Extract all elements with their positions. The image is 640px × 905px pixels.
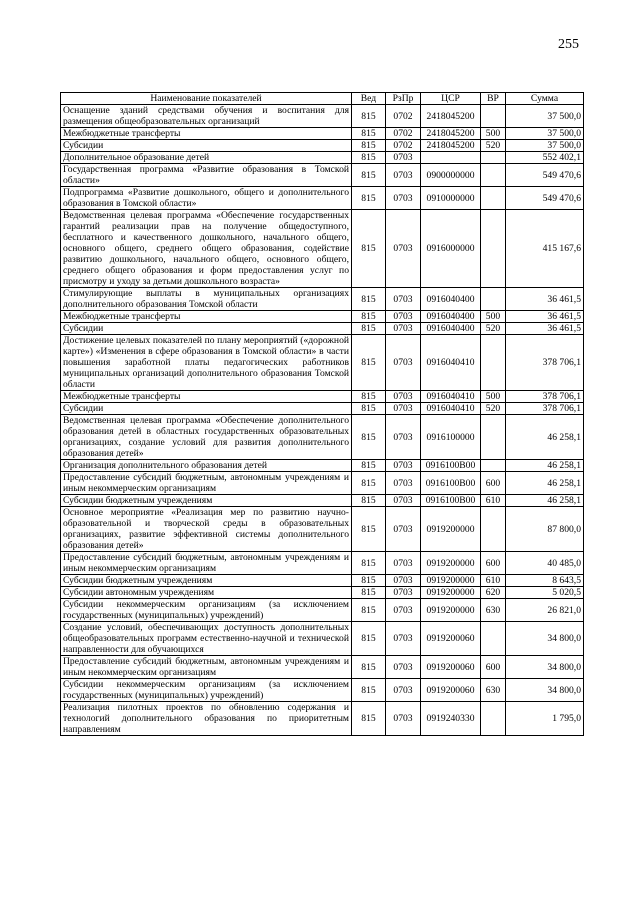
cell-ved: 815: [352, 575, 386, 587]
table-row: [61, 335, 584, 391]
cell-csr: 0916100000: [421, 415, 481, 460]
cell-csr: 0916100В00: [421, 460, 481, 472]
cell-csr: 0919200060: [421, 679, 481, 702]
cell-name: Субсидии бюджетным учреждениям: [61, 495, 352, 507]
cell-sum: 552 402,1: [506, 152, 584, 164]
cell-name: Межбюджетные трансферты: [61, 311, 352, 323]
page-number: 255: [558, 37, 579, 52]
cell-sum: 549 470,6: [506, 164, 584, 187]
cell-rzpr: 0703: [386, 495, 421, 507]
cell-sum: 415 167,6: [506, 210, 584, 288]
table-row: [61, 587, 584, 599]
cell-vr: 500: [481, 128, 506, 140]
cell-rzpr: 0703: [386, 702, 421, 736]
cell-sum: 378 706,1: [506, 403, 584, 415]
cell-vr: 630: [481, 599, 506, 622]
table-row: [61, 575, 584, 587]
header-rzpr: РзПр: [386, 93, 421, 105]
cell-sum: 46 258,1: [506, 472, 584, 495]
cell-rzpr: 0703: [386, 552, 421, 575]
cell-rzpr: 0703: [386, 164, 421, 187]
cell-vr: [481, 507, 506, 552]
header-ved: Вед: [352, 93, 386, 105]
header-csr: ЦСР: [421, 93, 481, 105]
cell-name: Субсидии: [61, 403, 352, 415]
cell-sum: 34 800,0: [506, 679, 584, 702]
cell-ved: 815: [352, 164, 386, 187]
table-row: [61, 288, 584, 311]
table-row: [61, 702, 584, 736]
cell-name: Ведомственная целевая программа «Обеспечение дополнительного образования детей в областных государственных образовательных организациях, создание условий для развития дополнительного образования детей»: [61, 415, 352, 460]
cell-rzpr: 0703: [386, 599, 421, 622]
cell-sum: 5 020,5: [506, 587, 584, 599]
header-sum: Сумма: [506, 93, 584, 105]
cell-vr: [481, 105, 506, 128]
cell-sum: 40 485,0: [506, 552, 584, 575]
cell-vr: [481, 335, 506, 391]
cell-csr: 0916040410: [421, 391, 481, 403]
cell-rzpr: 0702: [386, 105, 421, 128]
cell-csr: 0916040400: [421, 311, 481, 323]
cell-vr: [481, 187, 506, 210]
table-row: [61, 415, 584, 460]
budget-table: [60, 92, 584, 736]
cell-vr: [481, 164, 506, 187]
cell-csr: 2418045200: [421, 105, 481, 128]
cell-ved: 815: [352, 622, 386, 656]
cell-sum: 549 470,6: [506, 187, 584, 210]
cell-rzpr: 0703: [386, 152, 421, 164]
cell-ved: 815: [352, 391, 386, 403]
cell-rzpr: 0703: [386, 288, 421, 311]
cell-csr: 0916040410: [421, 335, 481, 391]
cell-vr: 600: [481, 472, 506, 495]
cell-vr: [481, 702, 506, 736]
cell-rzpr: 0703: [386, 622, 421, 656]
cell-vr: 630: [481, 679, 506, 702]
cell-csr: 0916040400: [421, 323, 481, 335]
cell-name: Субсидии автономным учреждениям: [61, 587, 352, 599]
cell-vr: [481, 210, 506, 288]
cell-vr: 610: [481, 495, 506, 507]
cell-ved: 815: [352, 552, 386, 575]
table-row: [61, 599, 584, 622]
cell-csr: 0919200000: [421, 507, 481, 552]
cell-ved: 815: [352, 335, 386, 391]
cell-name: Стимулирующие выплаты в муниципальных организациях дополнительного образования Томской области: [61, 288, 352, 311]
cell-ved: 815: [352, 507, 386, 552]
cell-name: Субсидии некоммерческим организациям (за исключением государственных (муниципальных) учреждений): [61, 599, 352, 622]
table-row: [61, 164, 584, 187]
cell-csr: 2418045200: [421, 140, 481, 152]
cell-ved: 815: [352, 599, 386, 622]
cell-sum: 34 800,0: [506, 656, 584, 679]
cell-rzpr: 0703: [386, 415, 421, 460]
cell-csr: 0919200000: [421, 575, 481, 587]
cell-name: Предоставление субсидий бюджетным, автономным учреждениям и иным некоммерческим организациям: [61, 472, 352, 495]
cell-name: Реализация пилотных проектов по обновлению содержания и технологий дополнительного образования по приоритетным направлениям: [61, 702, 352, 736]
cell-csr: 0900000000: [421, 164, 481, 187]
cell-name: Основное мероприятие «Реализация мер по развитию научно-образовательной и творческой среды в образовательных организациях, развитие эффективной системы дополнительного образования детей»: [61, 507, 352, 552]
cell-name: Межбюджетные трансферты: [61, 128, 352, 140]
cell-sum: 37 500,0: [506, 128, 584, 140]
cell-vr: 600: [481, 656, 506, 679]
table-row: [61, 391, 584, 403]
cell-rzpr: 0703: [386, 391, 421, 403]
cell-name: Организация дополнительного образования детей: [61, 460, 352, 472]
cell-vr: 600: [481, 552, 506, 575]
table-row: [61, 152, 584, 164]
cell-rzpr: 0703: [386, 575, 421, 587]
cell-sum: 36 461,5: [506, 323, 584, 335]
table-row: [61, 656, 584, 679]
cell-ved: 815: [352, 311, 386, 323]
cell-sum: 34 800,0: [506, 622, 584, 656]
header-vr: ВР: [481, 93, 506, 105]
cell-vr: [481, 415, 506, 460]
table-row: [61, 472, 584, 495]
cell-csr: 0919200000: [421, 599, 481, 622]
cell-csr: 0916000000: [421, 210, 481, 288]
cell-name: Достижение целевых показателей по плану мероприятий («дорожной карте») «Изменения в сфере образования в Томской области» в части повышения заработной платы педагогических работников муниципальных организаций дополнительного образования Томской области: [61, 335, 352, 391]
cell-ved: 815: [352, 323, 386, 335]
cell-csr: 0916040400: [421, 288, 481, 311]
cell-vr: 610: [481, 575, 506, 587]
table-row: [61, 210, 584, 288]
table-row: [61, 552, 584, 575]
cell-ved: 815: [352, 288, 386, 311]
cell-name: Оснащение зданий средствами обучения и воспитания для размещения общеобразовательных организаций: [61, 105, 352, 128]
cell-name: Подпрограмма «Развитие дошкольного, общего и дополнительного образования в Томской области»: [61, 187, 352, 210]
cell-ved: 815: [352, 140, 386, 152]
table-row: [61, 105, 584, 128]
cell-ved: 815: [352, 403, 386, 415]
cell-vr: 500: [481, 391, 506, 403]
cell-csr: 0919200060: [421, 656, 481, 679]
cell-sum: 378 706,1: [506, 335, 584, 391]
table-row: [61, 128, 584, 140]
cell-sum: 37 500,0: [506, 140, 584, 152]
cell-rzpr: 0703: [386, 187, 421, 210]
cell-csr: 0910000000: [421, 187, 481, 210]
cell-ved: 815: [352, 587, 386, 599]
cell-csr: 0919240330: [421, 702, 481, 736]
cell-rzpr: 0703: [386, 323, 421, 335]
cell-name: Ведомственная целевая программа «Обеспечение государственных гарантий реализации прав на получение общедоступного, бесплатного и качественного дошкольного, начального общего, основного общего, среднего общего образования, содействие развитию дошкольного, начального общего, основного общего, среднего общего образования и форм предоставления услуг по присмотру и уходу за детьми дошкольного возраста»: [61, 210, 352, 288]
cell-vr: [481, 288, 506, 311]
cell-name: Субсидии: [61, 323, 352, 335]
cell-ved: 815: [352, 415, 386, 460]
cell-rzpr: 0703: [386, 403, 421, 415]
cell-csr: 0919200060: [421, 622, 481, 656]
cell-vr: 520: [481, 403, 506, 415]
cell-rzpr: 0703: [386, 311, 421, 323]
cell-sum: 36 461,5: [506, 288, 584, 311]
cell-sum: 37 500,0: [506, 105, 584, 128]
table-row: [61, 403, 584, 415]
cell-ved: 815: [352, 460, 386, 472]
table-row: [61, 187, 584, 210]
cell-name: Субсидии бюджетным учреждениям: [61, 575, 352, 587]
cell-rzpr: 0703: [386, 679, 421, 702]
table-row: [61, 460, 584, 472]
cell-csr: 0916100В00: [421, 472, 481, 495]
table-row: [61, 311, 584, 323]
cell-ved: 815: [352, 128, 386, 140]
cell-rzpr: 0703: [386, 656, 421, 679]
cell-ved: 815: [352, 152, 386, 164]
cell-sum: 378 706,1: [506, 391, 584, 403]
cell-name: Межбюджетные трансферты: [61, 391, 352, 403]
cell-ved: 815: [352, 656, 386, 679]
cell-rzpr: 0703: [386, 587, 421, 599]
cell-rzpr: 0703: [386, 472, 421, 495]
cell-name: Дополнительное образование детей: [61, 152, 352, 164]
cell-sum: 8 643,5: [506, 575, 584, 587]
cell-sum: 46 258,1: [506, 415, 584, 460]
cell-name: Создание условий, обеспечивающих доступность дополнительных общеобразовательных программ естественно-научной и технической направленности для обучающихся: [61, 622, 352, 656]
cell-csr: [421, 152, 481, 164]
table-row: [61, 323, 584, 335]
cell-rzpr: 0703: [386, 507, 421, 552]
cell-vr: 620: [481, 587, 506, 599]
cell-csr: 0916100В00: [421, 495, 481, 507]
cell-vr: 500: [481, 311, 506, 323]
cell-name: Государственная программа «Развитие образования в Томской области»: [61, 164, 352, 187]
table-row: [61, 622, 584, 656]
cell-csr: 0919200000: [421, 552, 481, 575]
table-row: [61, 507, 584, 552]
cell-csr: 2418045200: [421, 128, 481, 140]
cell-vr: 520: [481, 140, 506, 152]
cell-ved: 815: [352, 679, 386, 702]
cell-sum: 1 795,0: [506, 702, 584, 736]
cell-ved: 815: [352, 495, 386, 507]
cell-rzpr: 0703: [386, 335, 421, 391]
cell-vr: [481, 622, 506, 656]
cell-ved: 815: [352, 702, 386, 736]
cell-name: Субсидии: [61, 140, 352, 152]
cell-name: Предоставление субсидий бюджетным, автономным учреждениям и иным некоммерческим организациям: [61, 656, 352, 679]
cell-sum: 87 800,0: [506, 507, 584, 552]
cell-name: Предоставление субсидий бюджетным, автономным учреждениям и иным некоммерческим организациям: [61, 552, 352, 575]
cell-sum: 36 461,5: [506, 311, 584, 323]
cell-sum: 26 821,0: [506, 599, 584, 622]
table-row: [61, 679, 584, 702]
cell-vr: [481, 152, 506, 164]
cell-csr: 0916040410: [421, 403, 481, 415]
cell-name: Субсидии некоммерческим организациям (за исключением государственных (муниципальных) учреждений): [61, 679, 352, 702]
cell-ved: 815: [352, 187, 386, 210]
cell-rzpr: 0702: [386, 140, 421, 152]
table-row: [61, 140, 584, 152]
cell-ved: 815: [352, 472, 386, 495]
cell-vr: [481, 460, 506, 472]
cell-rzpr: 0703: [386, 460, 421, 472]
table-row: [61, 495, 584, 507]
cell-csr: 0919200000: [421, 587, 481, 599]
header-name: Наименование показателей: [61, 93, 352, 105]
cell-rzpr: 0702: [386, 128, 421, 140]
cell-ved: 815: [352, 105, 386, 128]
cell-vr: 520: [481, 323, 506, 335]
cell-ved: 815: [352, 210, 386, 288]
cell-sum: 46 258,1: [506, 460, 584, 472]
cell-rzpr: 0703: [386, 210, 421, 288]
table-header-row: [61, 93, 584, 105]
cell-sum: 46 258,1: [506, 495, 584, 507]
